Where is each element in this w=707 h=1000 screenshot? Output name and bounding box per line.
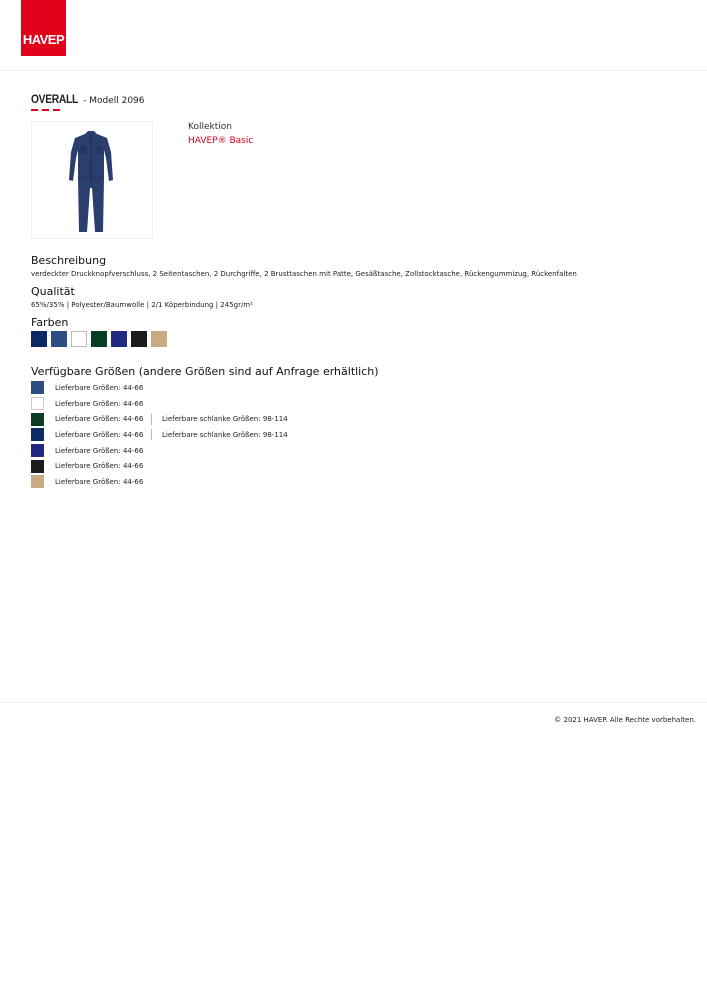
- quality-heading: Qualität: [31, 285, 75, 298]
- size-color-swatch: [31, 444, 44, 457]
- description-text: verdeckter Druckknopfverschluss, 2 Seitentaschen, 2 Durchgriffe, 2 Brusttaschen mit Patte, Gesäßtasche, Zollstocktasche, Rückengummizug, Rückenfalten: [31, 270, 577, 278]
- size-row: [31, 427, 288, 443]
- available-sizes: Lieferbare Größen: 44-66: [55, 462, 144, 471]
- sizes-heading: Verfügbare Größen (andere Größen sind auf Anfrage erhältlich): [31, 365, 379, 378]
- color-swatch[interactable]: [51, 331, 67, 347]
- available-sizes: Lieferbare Größen: 44-66: [55, 430, 144, 439]
- product-model: - Modell 2096: [80, 96, 145, 106]
- color-swatch[interactable]: [111, 331, 127, 347]
- havep-logo[interactable]: [21, 0, 66, 56]
- available-sizes: Lieferbare Größen: 44-66: [55, 399, 144, 408]
- size-row: [31, 458, 288, 474]
- size-separator: [151, 429, 152, 440]
- footer-divider: [0, 702, 707, 703]
- size-color-swatch: [31, 475, 44, 488]
- collection-label: Kollektion: [188, 122, 232, 132]
- color-swatches: [31, 331, 167, 347]
- size-separator: [151, 414, 152, 425]
- size-color-swatch: [31, 381, 44, 394]
- size-row: [31, 474, 288, 490]
- size-row: [31, 443, 288, 459]
- available-sizes: Lieferbare Größen: 44-66: [55, 383, 144, 392]
- sizes-list: [31, 380, 288, 490]
- quality-text: 65%/35% | Polyester/Baumwolle | 2/1 Köperbindung | 245gr/m²: [31, 301, 253, 309]
- size-color-swatch: [31, 397, 44, 410]
- page-title: [31, 92, 145, 106]
- available-sizes: Lieferbare Größen: 44-66: [55, 446, 144, 455]
- size-row: [31, 380, 288, 396]
- color-swatch[interactable]: [71, 331, 87, 347]
- color-swatch[interactable]: [31, 331, 47, 347]
- product-name: OVERALL: [31, 92, 78, 106]
- colors-heading: Farben: [31, 316, 69, 329]
- product-image: [31, 121, 153, 239]
- size-color-swatch: [31, 460, 44, 473]
- color-swatch[interactable]: [131, 331, 147, 347]
- color-swatch[interactable]: [91, 331, 107, 347]
- size-row: [31, 411, 288, 427]
- size-color-swatch: [31, 413, 44, 426]
- header-divider: [0, 70, 707, 71]
- logo-text: HAVEP: [22, 31, 65, 47]
- available-sizes: Lieferbare Größen: 44-66: [55, 477, 144, 486]
- title-underline: [31, 109, 60, 111]
- available-slim-sizes: Lieferbare schlanke Größen: 98-114: [162, 415, 288, 424]
- description-heading: Beschreibung: [31, 254, 107, 267]
- coverall-image-icon: [68, 128, 114, 232]
- size-color-swatch: [31, 428, 44, 441]
- copyright: © 2021 HAVEP. Alle Rechte vorbehalten.: [554, 716, 696, 724]
- color-swatch[interactable]: [151, 331, 167, 347]
- collection-link[interactable]: HAVEP® Basic: [188, 136, 254, 146]
- available-sizes: Lieferbare Größen: 44-66: [55, 415, 144, 424]
- available-slim-sizes: Lieferbare schlanke Größen: 98-114: [162, 430, 288, 439]
- size-row: [31, 396, 288, 412]
